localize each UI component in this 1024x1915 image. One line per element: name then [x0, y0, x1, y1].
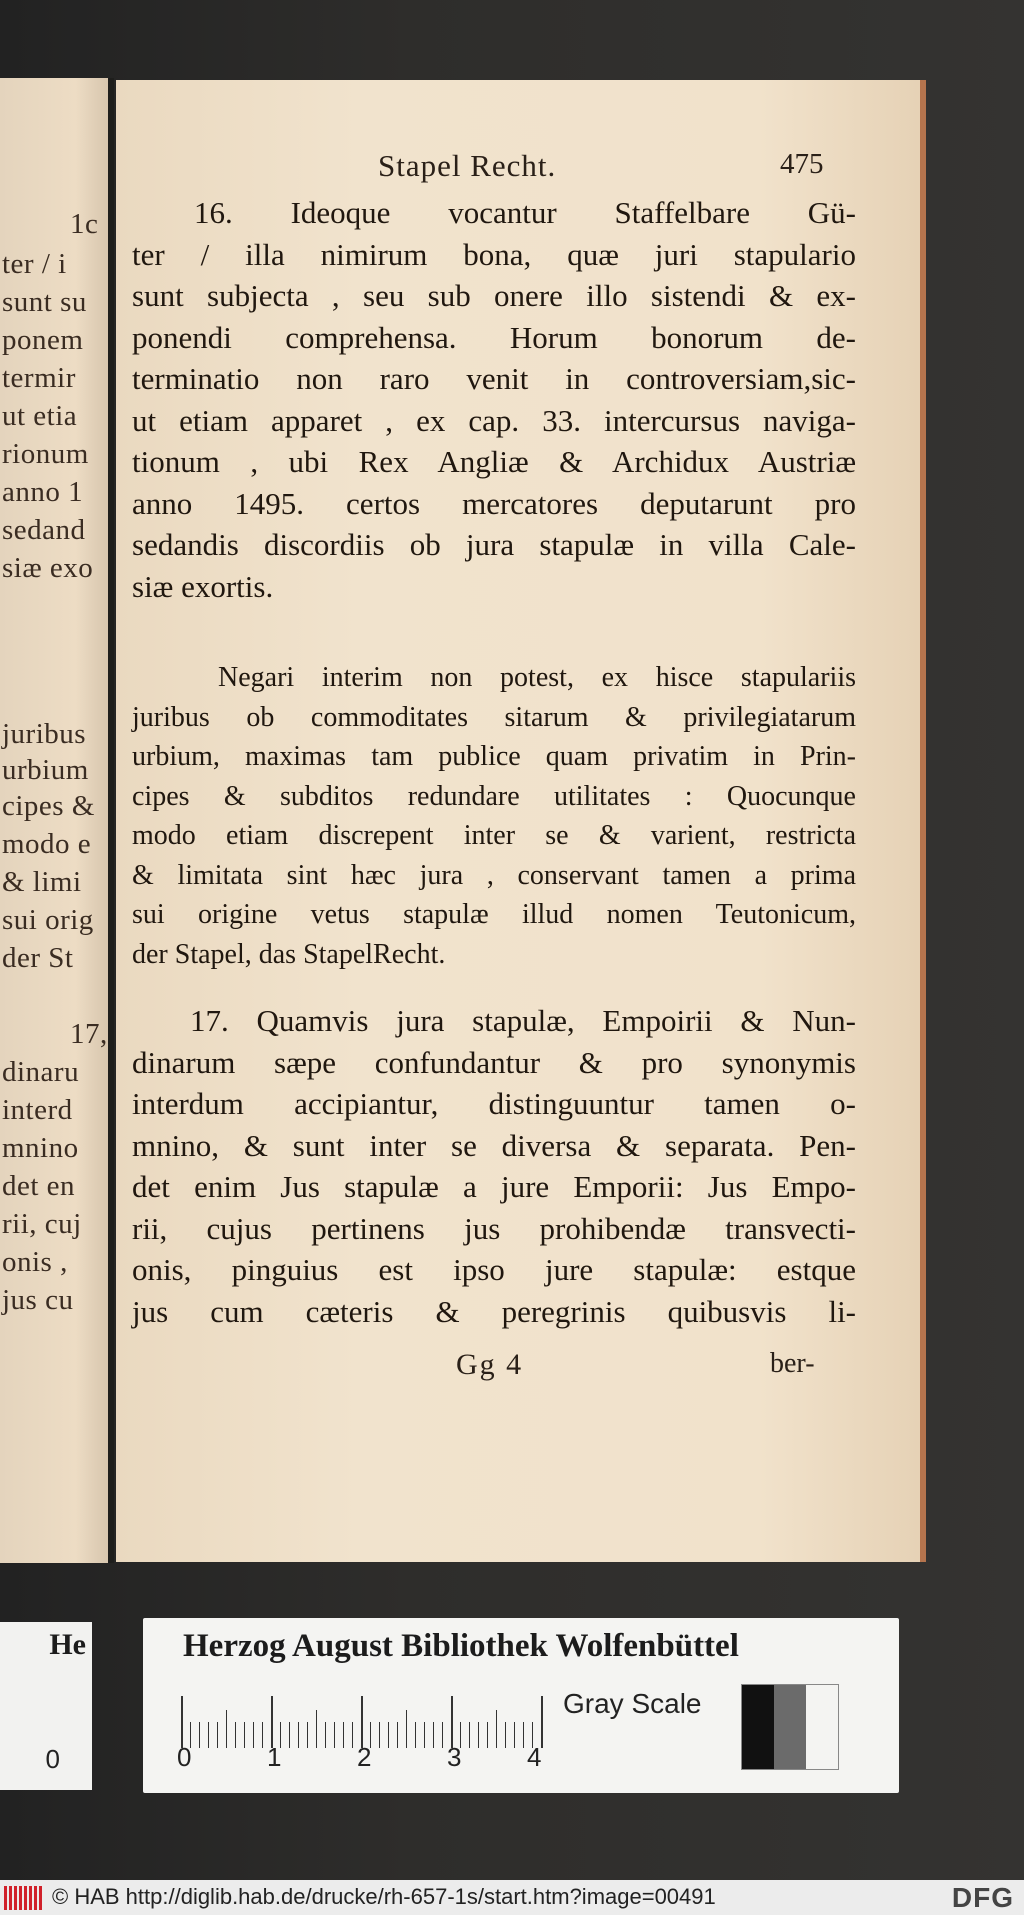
text-line: terminatio non raro venit in controversiam,sic-: [132, 361, 856, 396]
text-line: dinarum sæpe confundantur & pro synonymis: [132, 1044, 856, 1080]
text-line: ter / illa nimirum bona, quæ juri stapulario: [132, 236, 856, 272]
ruler-tick: [415, 1722, 416, 1748]
text-line: 16. Ideoque vocantur Staffelbare Gü-: [194, 195, 856, 230]
page-number: 475: [780, 148, 824, 180]
ruler-tick: [352, 1722, 353, 1748]
ruler-tick: [226, 1710, 227, 1748]
text-line: ut etiam apparet , ex cap. 33. intercursus naviga-: [132, 402, 856, 438]
text-line: sunt subjecta , seu sub onere illo sistendi & ex-: [132, 278, 856, 313]
ruler-tick: [496, 1710, 497, 1748]
swatch-black: [742, 1685, 774, 1769]
ruler-label: 1: [267, 1742, 282, 1772]
ruler-tick: [235, 1722, 236, 1748]
left-page-fragment: termir: [2, 362, 76, 394]
ruler-label: 2: [357, 1742, 372, 1772]
left-page-fragment: dinaru: [2, 1056, 80, 1088]
running-head: Stapel Recht.: [378, 148, 557, 183]
ruler-tick: [541, 1696, 543, 1748]
text-line: rii, cujus pertinens jus prohibendæ transvecti-: [132, 1210, 856, 1246]
ruler-tick: [217, 1722, 218, 1748]
left-page-fragment: jus cu: [2, 1284, 74, 1316]
paragraph-16: [132, 192, 856, 607]
text-line: sui origine vetus stapulæ illud nomen Teutonicum,: [132, 899, 856, 930]
book-gutter: [108, 78, 114, 1563]
left-page-fragment: 1c: [70, 208, 99, 240]
ruler-label: 3: [447, 1742, 462, 1772]
left-page-fragment: juribus: [2, 718, 87, 750]
ruler-tick: [244, 1722, 245, 1748]
text-line: cipes & subditos redundare utilitates : Quocunque: [132, 780, 856, 812]
left-page-fragment: urbium: [2, 754, 89, 786]
text-line: der Stapel, das StapelRecht.: [132, 938, 446, 970]
signature-mark: Gg 4: [456, 1348, 524, 1381]
ruler-tick: [181, 1696, 183, 1748]
left-page-fragment: sunt su: [2, 286, 87, 318]
swatch-white: [806, 1685, 838, 1769]
left-page-fragment: rii, cuj: [2, 1208, 82, 1240]
text-line: & limitata sint hæc jura , conservant tamen a prima: [132, 859, 856, 891]
ruler-tick: [343, 1722, 344, 1748]
left-page-fragment: cipes &: [2, 790, 95, 822]
page-edge: [920, 80, 926, 1562]
left-page-fragment: interd: [2, 1094, 73, 1126]
text-line: det enim Jus stapulæ a jure Emporii: Jus Empo-: [132, 1169, 856, 1204]
ruler-tick: [379, 1722, 380, 1748]
ruler-label: 4: [527, 1742, 542, 1772]
text-line: juribus ob commoditates sitarum & privilegiatarum: [132, 701, 856, 733]
ruler-tick: [478, 1722, 479, 1748]
text-line: mnino, & sunt inter se diversa & separata. Pen-: [132, 1127, 856, 1163]
ruler-tick: [325, 1722, 326, 1748]
ruler-tick: [307, 1722, 308, 1748]
text-line: Negari interim non potest, ex hisce stapulariis: [218, 662, 856, 693]
left-page-fragment: sedand: [2, 514, 86, 546]
ruler-tick: [433, 1722, 434, 1748]
text-line: onis, pinguius est ipso jure stapulæ: estque: [132, 1252, 856, 1287]
ruler-tick: [298, 1722, 299, 1748]
paragraph-note: [132, 658, 856, 974]
text-line: urbium, maximas tam publice quam privatim in Prin-: [132, 741, 856, 772]
left-page-fragment: ter / i: [2, 248, 67, 280]
text-line: anno 1495. certos mercatores deputarunt pro: [132, 485, 856, 521]
ruler-tick: [469, 1722, 470, 1748]
left-page-fragment: 17,: [70, 1018, 108, 1050]
footer-bar: [0, 1880, 1024, 1915]
gray-scale-label: Gray Scale: [563, 1688, 702, 1719]
catchword: ber-: [770, 1348, 815, 1379]
left-card-number: 0: [45, 1744, 60, 1774]
page-header: [116, 148, 920, 188]
ruler-tick: [397, 1722, 398, 1748]
left-card-title: He: [49, 1628, 86, 1661]
text-line: interdum accipiantur, distinguuntur tamen o-: [132, 1086, 856, 1121]
ruler-tick: [424, 1722, 425, 1748]
ruler-tick: [523, 1722, 524, 1748]
library-name: Herzog August Bibliothek Wolfenbüttel: [183, 1628, 739, 1664]
text-line: jus cum cæteris & peregrinis quibusvis li-: [132, 1293, 856, 1329]
text-line: tionum , ubi Rex Angliæ & Archidux Austriæ: [132, 444, 856, 479]
left-page-fragment: ut etia: [2, 400, 78, 432]
ruler-tick: [361, 1696, 363, 1748]
left-page-fragment: mnino: [2, 1132, 79, 1164]
ruler-tick: [406, 1710, 407, 1748]
text-line: 17. Quamvis jura stapulæ, Empoirii & Nun-: [190, 1003, 856, 1038]
left-page-fragment: sui orig: [2, 904, 94, 936]
left-page: [0, 78, 108, 1563]
footer-url[interactable]: © HAB http://diglib.hab.de/drucke/rh-657-1s/start.htm?image=00491: [52, 1884, 716, 1909]
ruler-tick: [388, 1722, 389, 1748]
left-page-fragment: & limi: [2, 866, 82, 898]
text-line: siæ exortis.: [132, 568, 274, 604]
left-page-fragment: modo e: [2, 828, 92, 860]
left-page-fragment: anno 1: [2, 476, 84, 508]
ruler-tick: [451, 1696, 453, 1748]
text-line: sedandis discordiis ob jura stapulæ in villa Cale-: [132, 527, 856, 562]
left-page-fragment: ponem: [2, 324, 84, 356]
ruler-tick: [334, 1722, 335, 1748]
ruler-tick: [253, 1722, 254, 1748]
swatch-gray: [774, 1685, 806, 1769]
ruler-tick: [199, 1722, 200, 1748]
left-page-fragment: onis ,: [2, 1246, 68, 1278]
paragraph-17: [132, 1000, 856, 1332]
left-page-fragment: siæ exo: [2, 552, 94, 584]
book-page: [116, 80, 920, 1562]
barcode-icon: [4, 1886, 44, 1910]
left-page-fragment: rionum: [2, 438, 89, 470]
ruler-tick: [505, 1722, 506, 1748]
text-line: ponendi comprehensa. Horum bonorum de-: [132, 319, 856, 355]
left-page-fragment: der St: [2, 942, 74, 974]
left-card-fragment: [0, 1622, 92, 1790]
left-page-fragment: det en: [2, 1170, 76, 1202]
ruler-tick: [514, 1722, 515, 1748]
ruler-tick: [208, 1722, 209, 1748]
dfg-logo: DFG: [951, 1882, 1014, 1913]
ruler-tick: [289, 1722, 290, 1748]
ruler-tick: [271, 1696, 273, 1748]
text-line: modo etiam discrepent inter se & varient, restricta: [132, 820, 856, 851]
ruler-label: 0: [177, 1742, 192, 1772]
measurement-ruler: [181, 1696, 541, 1748]
ruler-tick: [262, 1722, 263, 1748]
color-calibration-card: [143, 1618, 899, 1793]
gray-swatches: [741, 1684, 839, 1770]
ruler-tick: [487, 1722, 488, 1748]
ruler-tick: [442, 1722, 443, 1748]
ruler-tick: [316, 1710, 317, 1748]
